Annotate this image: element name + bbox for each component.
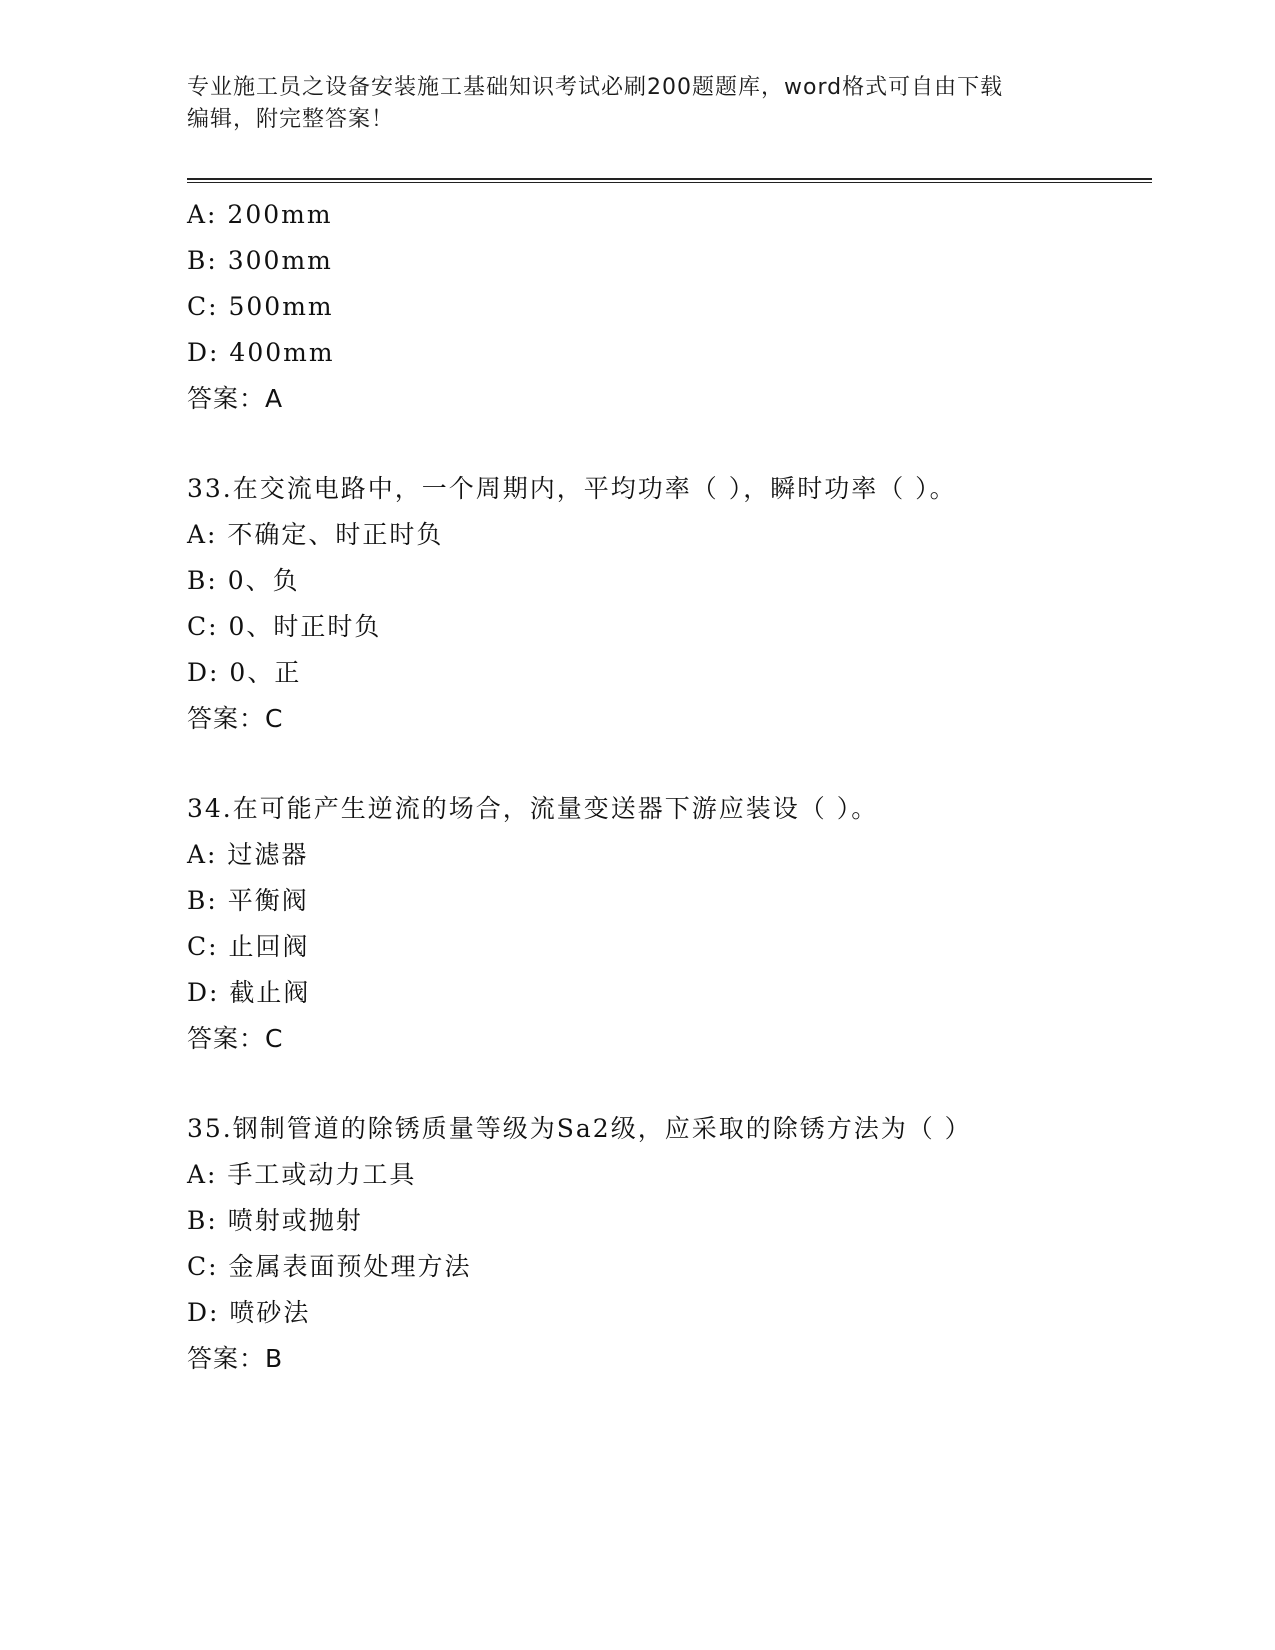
- option-a: A: 不确定、时正时负: [187, 520, 444, 549]
- option-c: C: 0、时正时负: [187, 612, 382, 641]
- option-d: D: 0、正: [187, 658, 302, 687]
- option-c: C: 止回阀: [187, 932, 310, 961]
- answer-line: 答案：A: [187, 384, 284, 413]
- option-b: B: 喷射或抛射: [187, 1206, 363, 1235]
- question-block: [187, 192, 1152, 422]
- option-b: B: 300mm: [187, 246, 333, 275]
- question-block: [187, 786, 1152, 1062]
- question-stem: 35.钢制管道的除锈质量等级为Sa2级，应采取的除锈方法为（ ）: [187, 1114, 972, 1143]
- option-b: B: 0、负: [187, 566, 300, 595]
- option-a: A: 200mm: [187, 200, 333, 229]
- option-d: D: 400mm: [187, 338, 335, 367]
- question-block: [187, 1106, 1152, 1382]
- option-c: C: 500mm: [187, 292, 334, 321]
- answer-line: 答案：C: [187, 704, 284, 733]
- header-divider: [187, 178, 1152, 183]
- question-stem: 34.在可能产生逆流的场合，流量变送器下游应装设（ ）。: [187, 794, 879, 823]
- option-c: C: 金属表面预处理方法: [187, 1252, 472, 1281]
- answer-line: 答案：C: [187, 1024, 284, 1053]
- question-list: [187, 192, 1152, 1382]
- option-d: D: 截止阀: [187, 978, 311, 1007]
- header-line-1: 专业施工员之设备安装施工基础知识考试必刷200题题库，word格式可自由下载: [187, 75, 1004, 100]
- option-a: A: 过滤器: [187, 840, 309, 869]
- option-b: B: 平衡阀: [187, 886, 309, 915]
- header-line-2: 编辑，附完整答案！: [187, 107, 395, 132]
- option-a: A: 手工或动力工具: [187, 1160, 417, 1189]
- answer-line: 答案：B: [187, 1344, 284, 1373]
- document-header: [187, 72, 1087, 136]
- option-d: D: 喷砂法: [187, 1298, 311, 1327]
- question-stem: 33.在交流电路中，一个周期内，平均功率（ ），瞬时功率（ ）。: [187, 474, 957, 503]
- question-block: [187, 466, 1152, 742]
